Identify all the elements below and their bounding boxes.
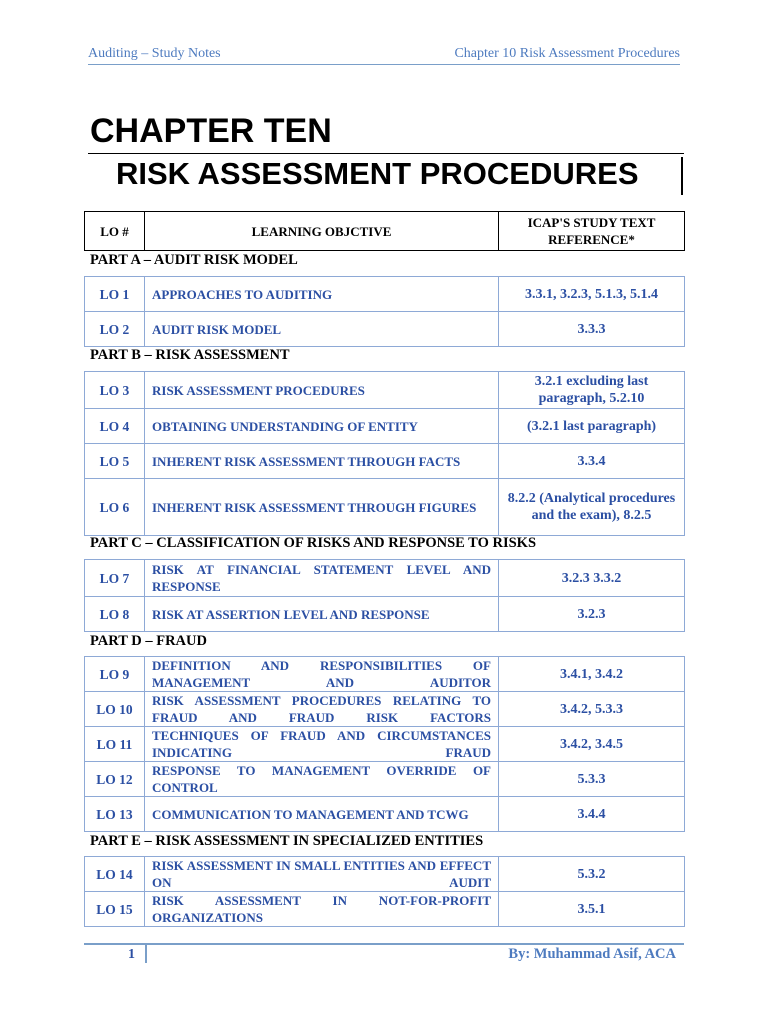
learning-objective: APPROACHES TO AUDITING [145, 277, 499, 312]
table-row [85, 797, 685, 832]
study-text-reference: 3.3.3 [499, 312, 685, 347]
lo-number: LO 4 [85, 409, 145, 444]
study-text-reference: 8.2.2 (Analytical procedures and the exam), 8.2.5 [499, 479, 685, 536]
table-row [85, 560, 685, 597]
learning-objective: RISK AT FINANCIAL STATEMENT LEVEL AND RESPONSE [145, 560, 499, 597]
lo-number: LO 9 [85, 657, 145, 692]
chapter-title: RISK ASSESSMENT PROCEDURES [116, 156, 639, 191]
lo-number: LO 13 [85, 797, 145, 832]
study-text-reference: 3.4.4 [499, 797, 685, 832]
page-number: 1 [128, 947, 135, 962]
learning-objective: RISK ASSESSMENT PROCEDURES RELATING TO FRAUD AND FRAUD RISK FACTORS [145, 692, 499, 727]
study-text-reference: 3.4.2, 5.3.3 [499, 692, 685, 727]
text-cursor [681, 157, 683, 195]
learning-objective: RISK AT ASSERTION LEVEL AND RESPONSE [145, 597, 499, 632]
objectives-table [84, 559, 685, 632]
study-text-reference: (3.2.1 last paragraph) [499, 409, 685, 444]
table-row [85, 692, 685, 727]
table-row [85, 857, 685, 892]
table-row [85, 657, 685, 692]
table-row [85, 312, 685, 347]
study-text-reference: 3.4.2, 3.4.5 [499, 727, 685, 762]
lo-number: LO 6 [85, 479, 145, 536]
study-text-reference: 3.3.4 [499, 444, 685, 479]
table-row [85, 892, 685, 927]
learning-objective: DEFINITION AND RESPONSIBILITIES OF MANAGEMENT AND AUDITOR [145, 657, 499, 692]
part-heading: PART E – RISK ASSESSMENT IN SPECIALIZED ENTITIES [90, 833, 484, 849]
learning-objective: RISK ASSESSMENT IN SMALL ENTITIES AND EFFECT ON AUDIT [145, 857, 499, 892]
lo-number: LO 10 [85, 692, 145, 727]
header-study-text-reference: ICAP'S STUDY TEXT REFERENCE* [499, 212, 685, 251]
footer-separator [145, 943, 147, 963]
table-row [85, 762, 685, 797]
part-heading: PART D – FRAUD [90, 633, 207, 649]
title-divider [88, 153, 684, 154]
part-heading: PART C – CLASSIFICATION OF RISKS AND RESPONSE TO RISKS [90, 535, 537, 551]
objectives-header-table [84, 211, 685, 251]
header-lo-number: LO # [85, 212, 145, 251]
study-text-reference: 3.2.3 [499, 597, 685, 632]
learning-objective: INHERENT RISK ASSESSMENT THROUGH FIGURES [145, 479, 499, 536]
objectives-table [84, 656, 685, 832]
learning-objective: TECHNIQUES OF FRAUD AND CIRCUMSTANCES INDICATING FRAUD [145, 727, 499, 762]
table-row [85, 372, 685, 409]
study-text-reference: 3.4.1, 3.4.2 [499, 657, 685, 692]
chapter-number-title: CHAPTER TEN [90, 112, 332, 150]
header-chapter: Chapter 10 Risk Assessment Procedures [454, 46, 680, 61]
learning-objective: OBTAINING UNDERSTANDING OF ENTITY [145, 409, 499, 444]
footer-author: By: Muhammad Asif, ACA [508, 946, 676, 962]
table-row [85, 597, 685, 632]
study-text-reference: 3.2.1 excluding last paragraph, 5.2.10 [499, 372, 685, 409]
lo-number: LO 5 [85, 444, 145, 479]
table-row [85, 277, 685, 312]
table-row [85, 479, 685, 536]
learning-objective: RISK ASSESSMENT IN NOT-FOR-PROFIT ORGANIZATIONS [145, 892, 499, 927]
lo-number: LO 2 [85, 312, 145, 347]
objectives-table [84, 371, 685, 536]
part-heading: PART B – RISK ASSESSMENT [90, 347, 290, 363]
lo-number: LO 15 [85, 892, 145, 927]
learning-objective: COMMUNICATION TO MANAGEMENT AND TCWG [145, 797, 499, 832]
study-text-reference: 3.3.1, 3.2.3, 5.1.3, 5.1.4 [499, 277, 685, 312]
lo-number: LO 14 [85, 857, 145, 892]
learning-objective: AUDIT RISK MODEL [145, 312, 499, 347]
learning-objective: RESPONSE TO MANAGEMENT OVERRIDE OF CONTROL [145, 762, 499, 797]
lo-number: LO 7 [85, 560, 145, 597]
study-text-reference: 5.3.3 [499, 762, 685, 797]
part-heading: PART A – AUDIT RISK MODEL [90, 252, 298, 268]
study-text-reference: 3.5.1 [499, 892, 685, 927]
lo-number: LO 3 [85, 372, 145, 409]
table-row [85, 409, 685, 444]
lo-number: LO 1 [85, 277, 145, 312]
learning-objective: RISK ASSESSMENT PROCEDURES [145, 372, 499, 409]
study-text-reference: 3.2.3 3.3.2 [499, 560, 685, 597]
footer-divider [84, 943, 684, 945]
table-row [85, 727, 685, 762]
running-header [88, 46, 680, 65]
learning-objective: INHERENT RISK ASSESSMENT THROUGH FACTS [145, 444, 499, 479]
lo-number: LO 12 [85, 762, 145, 797]
table-row [85, 444, 685, 479]
objectives-table [84, 276, 685, 347]
objectives-table [84, 856, 685, 927]
header-learning-objective: LEARNING OBJCTIVE [145, 212, 499, 251]
lo-number: LO 8 [85, 597, 145, 632]
header-subject: Auditing – Study Notes [88, 46, 221, 61]
lo-number: LO 11 [85, 727, 145, 762]
study-text-reference: 5.3.2 [499, 857, 685, 892]
